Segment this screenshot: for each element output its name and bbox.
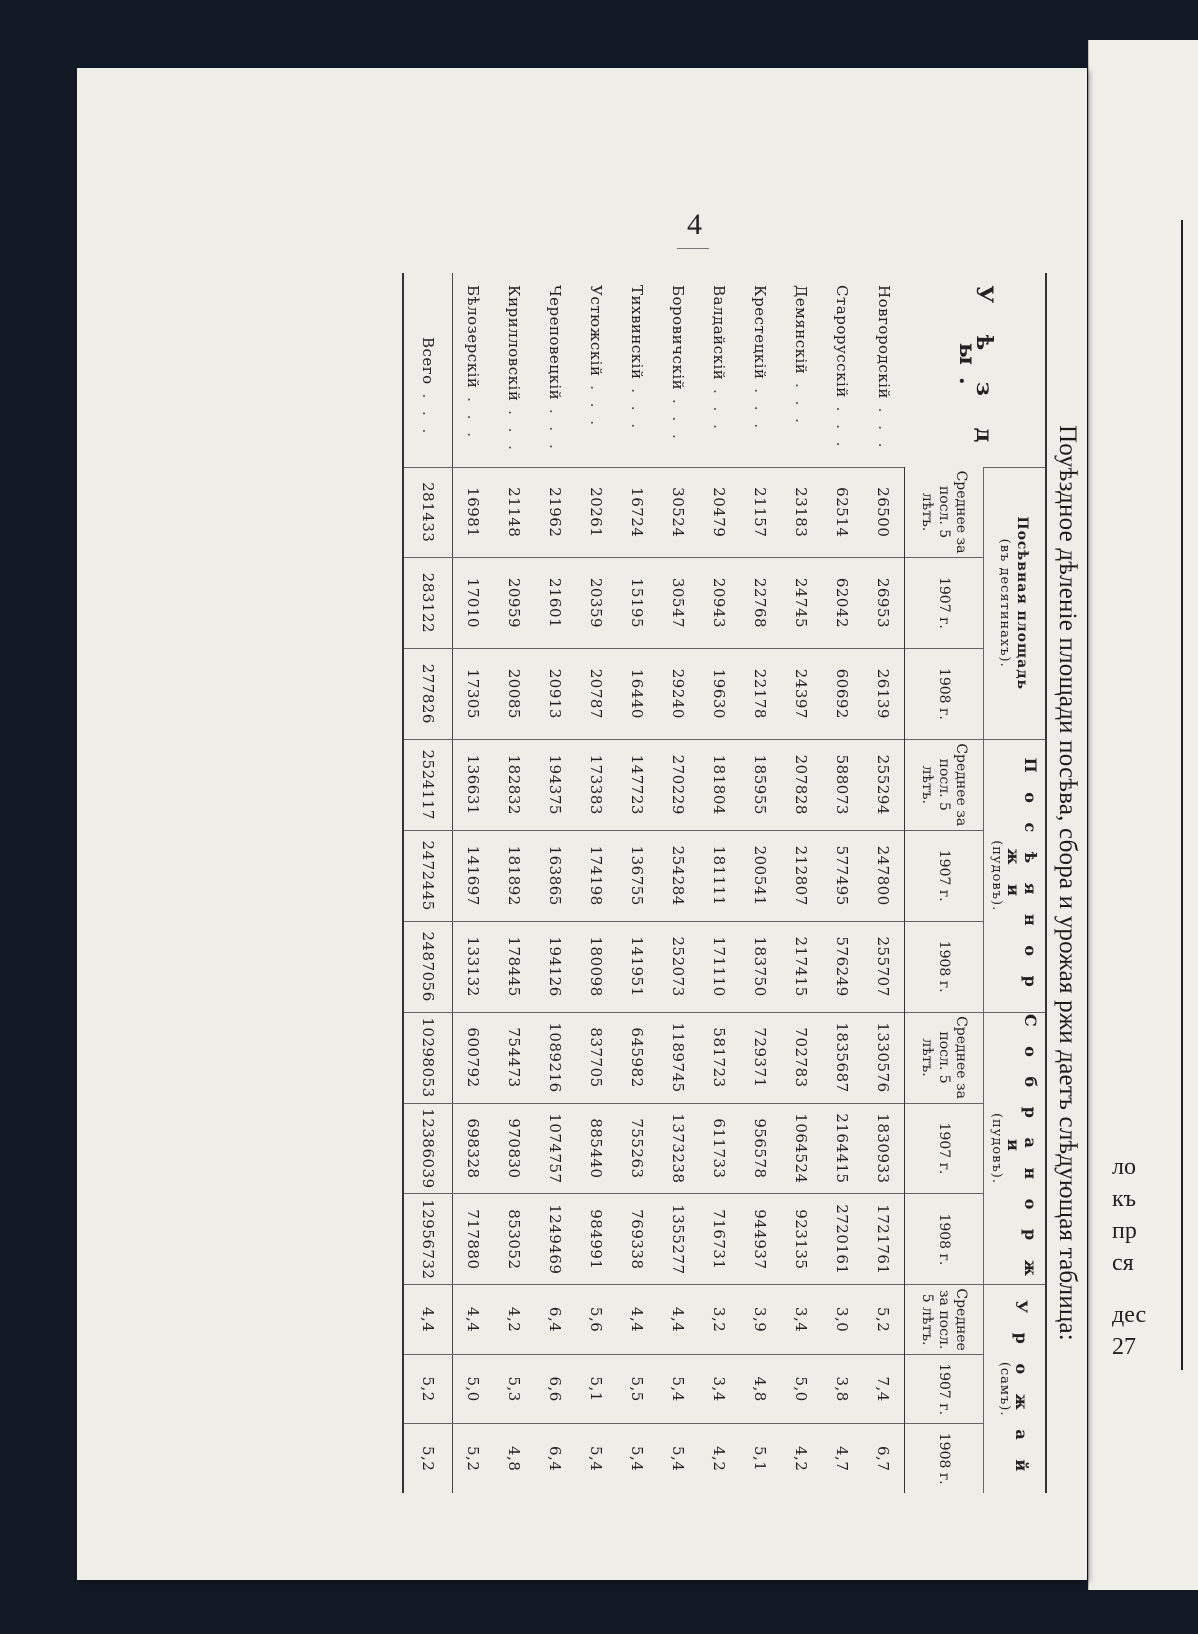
- value-cell: 1064524: [781, 1103, 822, 1194]
- value-cell: 147723: [617, 739, 658, 830]
- value-cell: 174198: [576, 830, 617, 921]
- header-harvested-rye-title: С о б р а н о р ж и: [1004, 1014, 1040, 1283]
- uezd-cell: [494, 273, 535, 467]
- value-cell: 24397: [781, 648, 822, 739]
- value-cell: 194126: [535, 921, 576, 1012]
- value-cell: 20261: [576, 467, 617, 557]
- value-cell: 5,2: [863, 1285, 905, 1355]
- table-row: [494, 273, 535, 1493]
- leader-dots: . . .: [505, 401, 524, 454]
- header-uezdy: У ѣ з д ы.: [953, 285, 997, 455]
- value-cell: 20787: [576, 648, 617, 739]
- uezd-name: Демянскій: [792, 285, 811, 375]
- value-cell: 200541: [740, 830, 781, 921]
- book-page: [77, 68, 1087, 1580]
- value-cell: 3,4: [699, 1354, 740, 1424]
- subheader-avg5: Среднее за посл. 5 лѣтъ.: [905, 467, 984, 557]
- underlying-page-rule: [1181, 220, 1183, 1370]
- value-cell: 6,7: [863, 1424, 905, 1493]
- value-cell: 2720161: [822, 1194, 863, 1285]
- value-cell: 23183: [781, 467, 822, 557]
- uezd-cell: [576, 273, 617, 467]
- subheader-1908: 1908 г.: [905, 648, 984, 739]
- value-cell: 5,1: [576, 1354, 617, 1424]
- value-cell: 217415: [781, 921, 822, 1012]
- value-cell: 136631: [453, 739, 495, 830]
- value-cell: 2164415: [822, 1103, 863, 1194]
- value-cell: 944937: [740, 1194, 781, 1285]
- value-cell: 3,4: [781, 1285, 822, 1355]
- uezd-name: Старорусскій: [833, 285, 852, 398]
- value-cell: 769338: [617, 1194, 658, 1285]
- header-yield-unit: (самъ).: [997, 1361, 1013, 1417]
- value-cell: 5,3: [494, 1354, 535, 1424]
- table-row: [535, 273, 576, 1493]
- value-cell: 716731: [699, 1194, 740, 1285]
- value-cell: 16981: [453, 467, 495, 557]
- uezd-cell: [740, 273, 781, 467]
- subheader-1907: 1907 г.: [905, 1103, 984, 1194]
- value-cell: 136755: [617, 830, 658, 921]
- header-sown-rye: [984, 739, 1047, 1012]
- value-cell: 20359: [576, 557, 617, 648]
- value-cell: 17305: [453, 648, 495, 739]
- value-cell: 1830933: [863, 1103, 905, 1194]
- value-cell: 2472445: [403, 830, 453, 921]
- value-cell: 1089216: [535, 1012, 576, 1103]
- value-cell: 17010: [453, 557, 495, 648]
- value-cell: 252073: [658, 921, 699, 1012]
- page-number-ornament: [677, 248, 709, 249]
- value-cell: 5,4: [658, 1354, 699, 1424]
- value-cell: 4,4: [403, 1285, 453, 1355]
- leader-dots: . . .: [792, 374, 811, 427]
- value-cell: 837705: [576, 1012, 617, 1103]
- table-title: Поуѣздное дѣленіе площади посѣва, сбора и урожая ржи даетъ слѣдующая таблица:: [1054, 425, 1081, 1341]
- value-cell: 133132: [453, 921, 495, 1012]
- table-row: [576, 273, 617, 1493]
- value-cell: 6,4: [535, 1285, 576, 1355]
- value-cell: 20913: [535, 648, 576, 739]
- uezd-cell: [822, 273, 863, 467]
- value-cell: 611733: [699, 1103, 740, 1194]
- value-cell: 30524: [658, 467, 699, 557]
- value-cell: 247800: [863, 830, 905, 921]
- value-cell: 5,4: [658, 1424, 699, 1493]
- value-cell: 26500: [863, 467, 905, 557]
- subheader-1908: 1908 г.: [905, 921, 984, 1012]
- value-cell: 30547: [658, 557, 699, 648]
- value-cell: 1721761: [863, 1194, 905, 1285]
- value-cell: 4,8: [740, 1354, 781, 1424]
- value-cell: 16724: [617, 467, 658, 557]
- value-cell: 21601: [535, 557, 576, 648]
- value-cell: 3,0: [822, 1285, 863, 1355]
- value-cell: 183750: [740, 921, 781, 1012]
- value-cell: 182832: [494, 739, 535, 830]
- leader-dots: . . .: [546, 400, 565, 453]
- value-cell: 3,9: [740, 1285, 781, 1355]
- leader-dots: . . .: [874, 398, 893, 452]
- value-cell: 22768: [740, 557, 781, 648]
- value-cell: 970830: [494, 1103, 535, 1194]
- value-cell: 717880: [453, 1194, 495, 1285]
- value-cell: 181892: [494, 830, 535, 921]
- leader-dots: . . .: [710, 380, 729, 433]
- value-cell: 6,6: [535, 1354, 576, 1424]
- header-sown-area-title: Посѣвная площадь: [1014, 516, 1031, 691]
- uezd-name: Валдайскій: [710, 285, 729, 381]
- subheader-1908: 1908 г.: [905, 1424, 984, 1493]
- value-cell: 1074757: [535, 1103, 576, 1194]
- value-cell: 2487056: [403, 921, 453, 1012]
- table-row: [617, 273, 658, 1493]
- page-number: 4: [687, 208, 702, 241]
- uezd-cell: [658, 273, 699, 467]
- value-cell: 4,4: [453, 1285, 495, 1355]
- value-cell: 755263: [617, 1103, 658, 1194]
- value-cell: 141951: [617, 921, 658, 1012]
- header-sown-rye-title: П о с ѣ я н о р ж и: [1004, 757, 1040, 994]
- uezd-name: Тихвинскій: [628, 285, 647, 380]
- value-cell: 5,2: [403, 1354, 453, 1424]
- value-cell: 16440: [617, 648, 658, 739]
- uezd-name: Новгородскій: [874, 285, 893, 399]
- table-row: [699, 273, 740, 1493]
- value-cell: 698328: [453, 1103, 495, 1194]
- value-cell: 62042: [822, 557, 863, 648]
- value-cell: 20085: [494, 648, 535, 739]
- value-cell: 576249: [822, 921, 863, 1012]
- total-row: [403, 273, 453, 1493]
- value-cell: 20943: [699, 557, 740, 648]
- uezd-cell: [453, 273, 495, 467]
- value-cell: 600792: [453, 1012, 495, 1103]
- value-cell: 588073: [822, 739, 863, 830]
- table-row: [658, 273, 699, 1493]
- value-cell: 5,2: [403, 1424, 453, 1493]
- leader-dots: . . .: [669, 390, 688, 443]
- value-cell: 956578: [740, 1103, 781, 1194]
- value-cell: 10298053: [403, 1012, 453, 1103]
- leader-dots: . . .: [419, 384, 437, 438]
- value-cell: 255294: [863, 739, 905, 830]
- uezd-name: Кирилловскій: [505, 285, 524, 402]
- value-cell: 729371: [740, 1012, 781, 1103]
- value-cell: 577495: [822, 830, 863, 921]
- value-cell: 180098: [576, 921, 617, 1012]
- subheader-avg5: Среднее за посл. 5 лѣтъ.: [905, 739, 984, 830]
- uezd-name: Череповецкій: [546, 285, 565, 401]
- value-cell: 2524117: [403, 739, 453, 830]
- value-cell: 20479: [699, 467, 740, 557]
- leader-dots: . . .: [628, 379, 647, 433]
- underlying-text-2: къ: [1112, 1186, 1137, 1212]
- value-cell: 181111: [699, 830, 740, 921]
- value-cell: 24745: [781, 557, 822, 648]
- value-cell: 5,0: [781, 1354, 822, 1424]
- value-cell: 5,4: [617, 1424, 658, 1493]
- value-cell: 62514: [822, 467, 863, 557]
- value-cell: 3,8: [822, 1354, 863, 1424]
- value-cell: 1373238: [658, 1103, 699, 1194]
- value-cell: 4,4: [658, 1285, 699, 1355]
- value-cell: 923135: [781, 1194, 822, 1285]
- uezd-name: Бѣлозерскій: [464, 285, 483, 389]
- value-cell: 194375: [535, 739, 576, 830]
- value-cell: 5,1: [740, 1424, 781, 1493]
- value-cell: 277826: [403, 648, 453, 739]
- value-cell: 4,7: [822, 1424, 863, 1493]
- value-cell: 984991: [576, 1194, 617, 1285]
- value-cell: 4,2: [494, 1285, 535, 1355]
- value-cell: 22178: [740, 648, 781, 739]
- uezd-cell: [863, 273, 905, 467]
- value-cell: 5,4: [576, 1424, 617, 1493]
- value-cell: 207828: [781, 739, 822, 830]
- value-cell: 141697: [453, 830, 495, 921]
- value-cell: 702783: [781, 1012, 822, 1103]
- value-cell: 7,4: [863, 1354, 905, 1424]
- value-cell: 178445: [494, 921, 535, 1012]
- uezd-cell: [535, 273, 576, 467]
- leader-dots: . . .: [587, 376, 606, 430]
- underlying-page: [1088, 40, 1198, 1590]
- rye-harvest-table: [402, 273, 1047, 1493]
- uezd-name: Всего: [419, 337, 437, 385]
- value-cell: 60692: [822, 648, 863, 739]
- value-cell: 283122: [403, 557, 453, 648]
- table-row: [453, 273, 495, 1493]
- uezd-cell: [699, 273, 740, 467]
- header-harvested-rye: [984, 1012, 1047, 1285]
- table-row: [781, 273, 822, 1493]
- value-cell: 4,8: [494, 1424, 535, 1493]
- leader-dots: . . .: [751, 379, 770, 433]
- subheader-1908: 1908 г.: [905, 1194, 984, 1285]
- value-cell: 212807: [781, 830, 822, 921]
- uezd-name: Устюжскій: [587, 285, 606, 377]
- value-cell: 5,5: [617, 1354, 658, 1424]
- uezd-cell: [403, 273, 453, 467]
- value-cell: 581723: [699, 1012, 740, 1103]
- header-yield: [984, 1285, 1047, 1493]
- value-cell: 20959: [494, 557, 535, 648]
- subheader-1907: 1907 г.: [905, 557, 984, 648]
- table-row: [863, 273, 905, 1493]
- header-sown-rye-unit: (пудовъ).: [989, 840, 1004, 912]
- uezd-cell: [781, 273, 822, 467]
- header-sown-area: [984, 467, 1047, 739]
- value-cell: 645982: [617, 1012, 658, 1103]
- underlying-text-1: ло: [1112, 1154, 1136, 1180]
- value-cell: 254284: [658, 830, 699, 921]
- value-cell: 853052: [494, 1194, 535, 1285]
- value-cell: 1330576: [863, 1012, 905, 1103]
- subheader-avg5: Среднее за посл. 5 лѣтъ.: [905, 1012, 984, 1103]
- value-cell: 12386039: [403, 1103, 453, 1194]
- value-cell: 5,2: [453, 1424, 495, 1493]
- value-cell: 1189745: [658, 1012, 699, 1103]
- value-cell: 270229: [658, 739, 699, 830]
- value-cell: 21148: [494, 467, 535, 557]
- rotated-table-block: [307, 273, 1087, 1493]
- uezd-name: Крестецкій: [751, 285, 770, 380]
- value-cell: 754473: [494, 1012, 535, 1103]
- table-row: [822, 273, 863, 1493]
- leader-dots: . . .: [833, 397, 852, 451]
- header-yield-title: У р о ж а й: [1012, 1300, 1032, 1479]
- value-cell: 26139: [863, 648, 905, 739]
- value-cell: 4,4: [617, 1285, 658, 1355]
- value-cell: 15195: [617, 557, 658, 648]
- value-cell: 3,2: [699, 1285, 740, 1355]
- value-cell: 6,4: [535, 1424, 576, 1493]
- value-cell: 255707: [863, 921, 905, 1012]
- value-cell: 885440: [576, 1103, 617, 1194]
- leader-dots: . . .: [464, 388, 483, 441]
- value-cell: 173383: [576, 739, 617, 830]
- value-cell: 4,2: [781, 1424, 822, 1493]
- uezd-cell: [617, 273, 658, 467]
- subheader-1907: 1907 г.: [905, 1354, 984, 1424]
- subheader-1907: 1907 г.: [905, 830, 984, 921]
- value-cell: 26953: [863, 557, 905, 648]
- value-cell: 12956732: [403, 1194, 453, 1285]
- value-cell: 29240: [658, 648, 699, 739]
- table-row: [740, 273, 781, 1493]
- value-cell: 21962: [535, 467, 576, 557]
- value-cell: 181804: [699, 739, 740, 830]
- value-cell: 1355277: [658, 1194, 699, 1285]
- value-cell: 5,6: [576, 1285, 617, 1355]
- value-cell: 5,0: [453, 1354, 495, 1424]
- header-harvested-rye-unit: (пудовъ).: [989, 1112, 1004, 1184]
- value-cell: 21157: [740, 467, 781, 557]
- underlying-text-4: ся: [1112, 1250, 1134, 1276]
- value-cell: 163865: [535, 830, 576, 921]
- underlying-text-6: 27: [1112, 1334, 1136, 1360]
- subheader-avg5: Среднее за посл. 5 лѣтъ.: [905, 1285, 984, 1355]
- value-cell: 281433: [403, 467, 453, 557]
- value-cell: 4,2: [699, 1424, 740, 1493]
- value-cell: 1835687: [822, 1012, 863, 1103]
- value-cell: 185955: [740, 739, 781, 830]
- header-sown-area-unit: (въ десятинахъ).: [997, 538, 1013, 668]
- value-cell: 1249469: [535, 1194, 576, 1285]
- value-cell: 19630: [699, 648, 740, 739]
- underlying-text-5: дес: [1112, 1302, 1147, 1328]
- uezd-name: Боровичскій: [669, 285, 688, 391]
- underlying-text-3: пр: [1112, 1218, 1137, 1244]
- value-cell: 171110: [699, 921, 740, 1012]
